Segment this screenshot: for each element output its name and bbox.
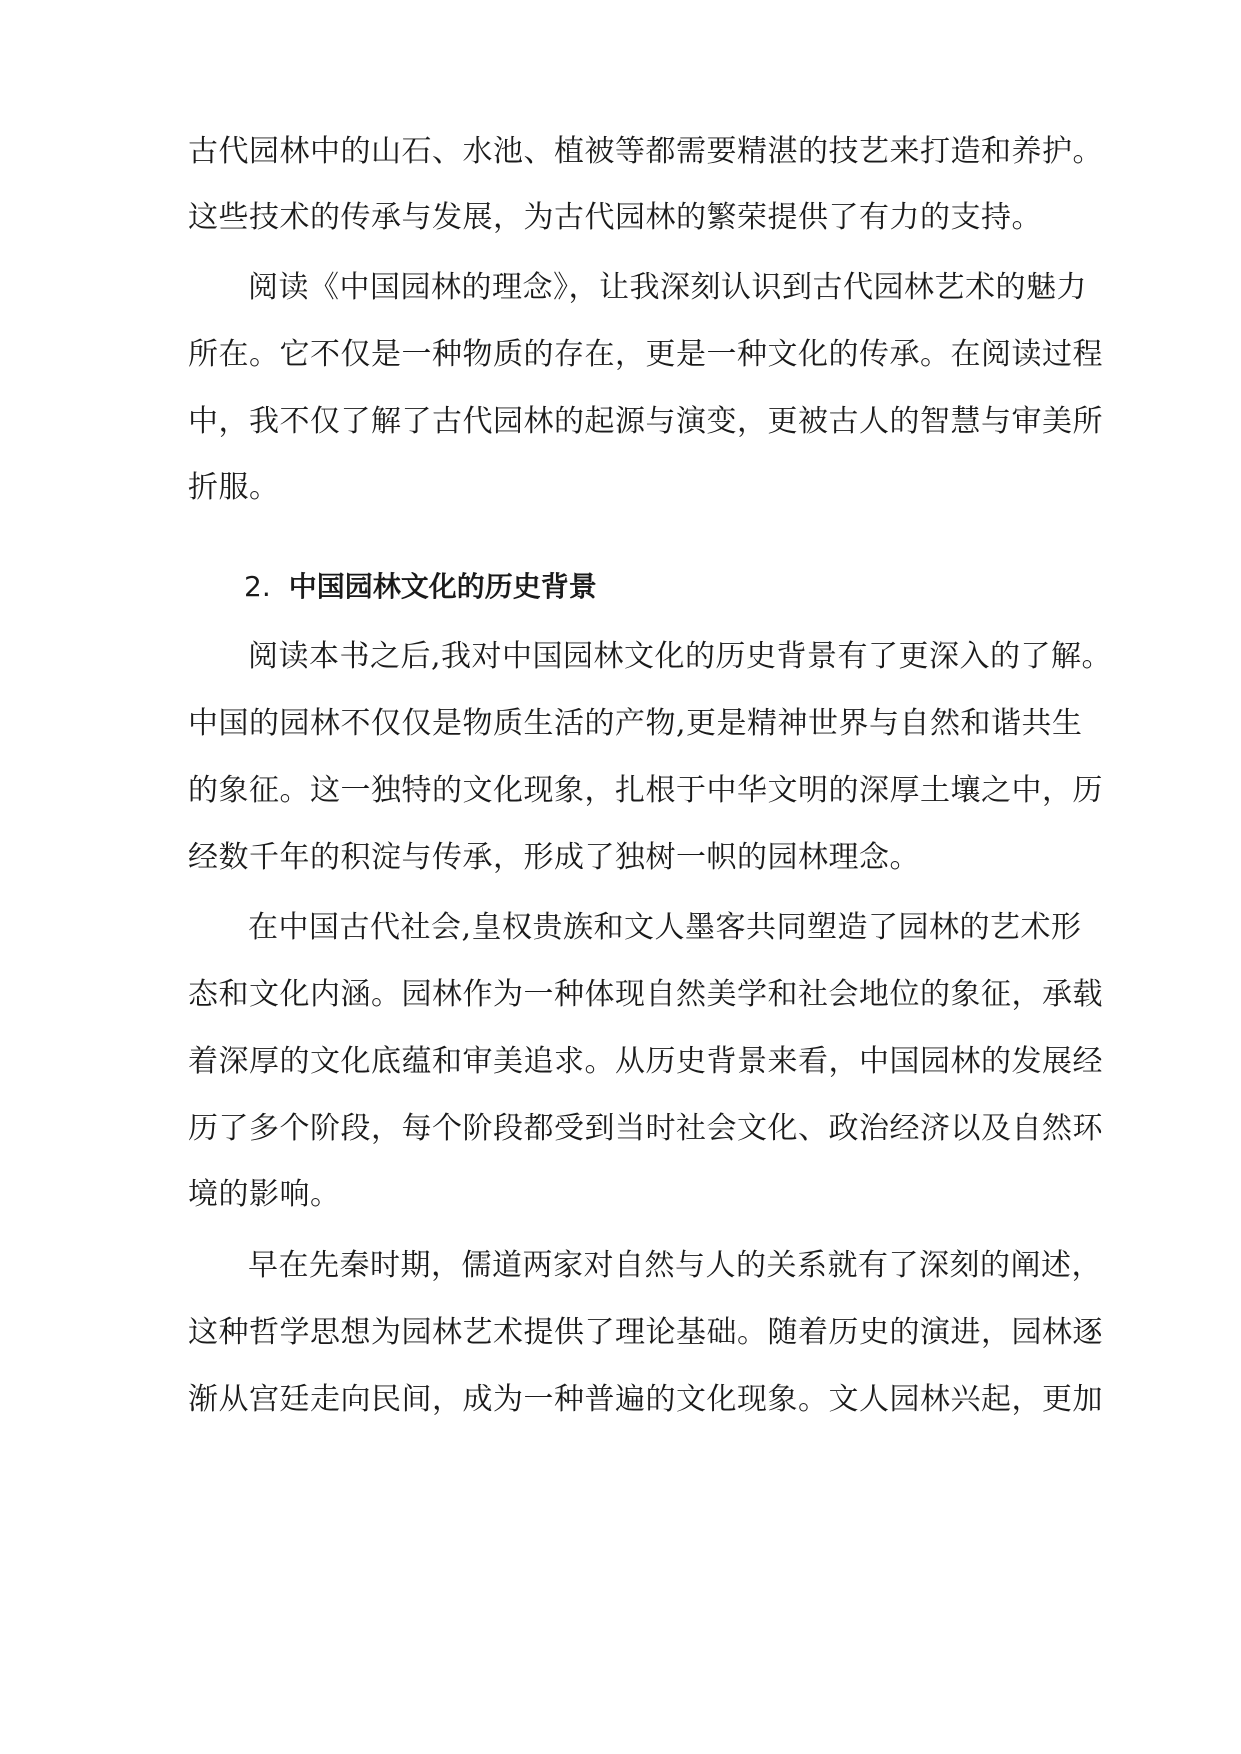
section-paragraph-1-line-2: 中国的园林不仅仅是物质生活的产物,更是精神世界与自然和谐共生 (188, 706, 1083, 741)
section-heading (244, 567, 597, 607)
section-paragraph-2-line-4: 历了多个阶段，每个阶段都受到当时社会文化、政治经济以及自然环 (188, 1111, 1103, 1146)
section-number: 2. (244, 570, 271, 603)
section-paragraph-1-line-1: 阅读本书之后,我对中国园林文化的历史背景有了更深入的了解。 (248, 639, 1113, 674)
section-title: 中国园林文化的历史背景 (288, 570, 597, 603)
section-paragraph-2-line-3: 着深厚的文化底蕴和审美追求。从历史背景来看，中国园林的发展经 (188, 1044, 1103, 1079)
section-paragraph-3-line-3: 渐从宫廷走向民间，成为一种普遍的文化现象。文人园林兴起，更加 (188, 1382, 1103, 1417)
paragraph-2-line-3: 中，我不仅了解了古代园林的起源与演变，更被古人的智慧与审美所 (188, 404, 1103, 439)
section-paragraph-2-line-2: 态和文化内涵。园林作为一种体现自然美学和社会地位的象征，承载 (188, 977, 1103, 1012)
section-paragraph-2-line-5: 境的影响。 (188, 1177, 341, 1212)
paragraph-2-line-4: 折服。 (188, 470, 280, 505)
paragraph-2-line-1: 阅读《中国园林的理念》，让我深刻认识到古代园林艺术的魅力 (248, 270, 1087, 305)
section-paragraph-1-line-4: 经数千年的积淀与传承，形成了独树一帜的园林理念。 (188, 840, 920, 875)
section-paragraph-2-line-1: 在中国古代社会,皇权贵族和文人墨客共同塑造了园林的艺术形 (248, 910, 1082, 945)
section-paragraph-3-line-1: 早在先秦时期，儒道两家对自然与人的关系就有了深刻的阐述， (248, 1248, 1102, 1283)
paragraph-1-line-1: 古代园林中的山石、水池、植被等都需要精湛的技艺来打造和养护。 (188, 134, 1103, 169)
paragraph-2-line-2: 所在。它不仅是一种物质的存在，更是一种文化的传承。在阅读过程 (188, 337, 1103, 372)
section-paragraph-1-line-3: 的象征。这一独特的文化现象，扎根于中华文明的深厚土壤之中，历 (188, 773, 1103, 808)
paragraph-1-line-2: 这些技术的传承与发展，为古代园林的繁荣提供了有力的支持。 (188, 200, 1042, 235)
section-paragraph-3-line-2: 这种哲学思想为园林艺术提供了理论基础。随着历史的演进，园林逐 (188, 1315, 1103, 1350)
